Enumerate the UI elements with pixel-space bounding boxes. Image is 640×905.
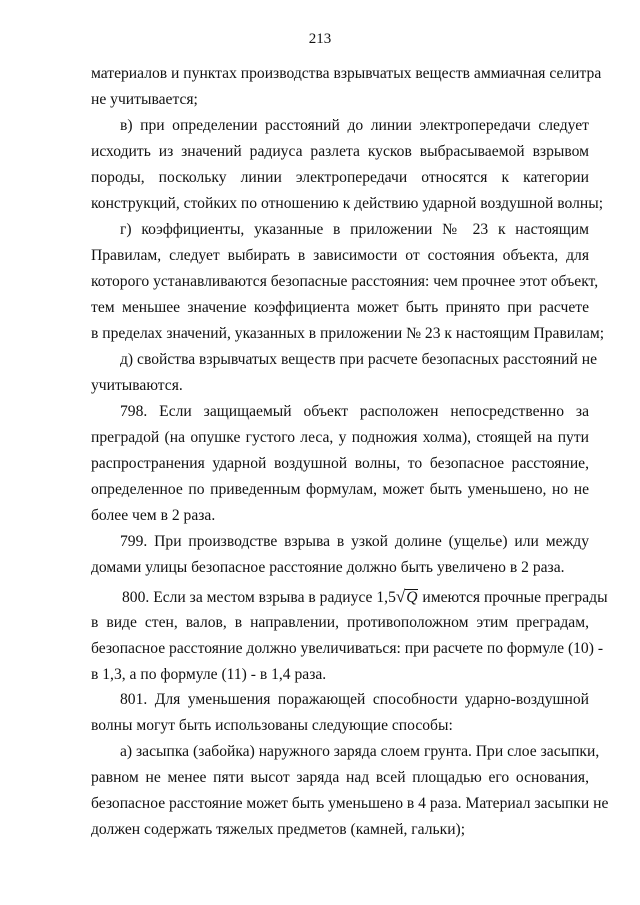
text-line: исходить из значений радиуса разлета кусков выбрасываемой взрывом [91, 143, 589, 160]
text-line: конструкций, стойких по отношению к действию ударной воздушной волны; [91, 195, 604, 212]
text-line: распространения ударной воздушной волны, то безопасное расстояние, [91, 455, 589, 472]
page-number: 213 [308, 31, 332, 47]
text-line: материалов и пунктах производства взрывчатых веществ аммиачная селитра [91, 65, 602, 82]
formula-variable: Q [406, 589, 418, 606]
text-line: безопасное расстояние может быть уменьшено в 4 раза. Материал засыпки не [91, 795, 609, 812]
text-line: породы, поскольку линии электропередачи относятся к категории [91, 169, 589, 186]
text-line: которого устанавливаются безопасные расстояния: чем прочнее этот объект, [91, 273, 599, 290]
text-line: г) коэффициенты, указанные в приложении № 23 к настоящим [120, 221, 589, 238]
text-line: 801. Для уменьшения поражающей способности ударно-воздушной [120, 691, 589, 708]
text-line: преградой (на опушке густого леса, у подножия холма), стоящей на пути [91, 429, 589, 446]
text-line-with-formula [122, 587, 608, 608]
text-line: Правилам, следует выбирать в зависимости от состояния объекта, для [91, 247, 589, 264]
text-line: не учитывается; [91, 91, 198, 108]
text-segment: 800. Если за местом взрыва в радиусе 1,5 [122, 589, 396, 606]
text-segment: имеются прочные преграды [418, 589, 608, 606]
text-line: в) при определении расстояний до линии электропередачи следует [120, 117, 589, 134]
text-line: в пределах значений, указанных в приложении № 23 к настоящим Правилам; [91, 325, 605, 342]
text-line: волны могут быть использованы следующие способы: [91, 717, 453, 734]
text-line: в виде стен, валов, в направлении, противоположном этим преградам, [91, 614, 589, 631]
text-line: безопасное расстояние должно увеличиваться: при расчете по формуле (10) - [91, 640, 604, 657]
text-line: в 1,3, а по формуле (11) - в 1,4 раза. [91, 666, 327, 683]
text-line: домами улицы безопасное расстояние должно быть увеличено в 2 раза. [91, 559, 565, 576]
text-line: определенное по приведенным формулам, может быть уменьшено, но не [91, 481, 589, 498]
radical-sign: √ [395, 587, 406, 606]
text-line: более чем в 2 раза. [91, 507, 216, 524]
sqrt-formula [396, 587, 419, 608]
text-line: а) засыпка (забойка) наружного заряда слоем грунта. При слое засыпки, [120, 743, 600, 760]
text-line: д) свойства взрывчатых веществ при расчете безопасных расстояний не [120, 351, 598, 368]
text-line: учитываются. [91, 377, 183, 394]
text-line: 799. При производстве взрыва в узкой долине (ущелье) или между [120, 533, 589, 550]
text-line: должен содержать тяжелых предметов (камней, гальки); [91, 821, 466, 838]
text-line: равном не менее пяти высот заряда над всей площадью его основания, [91, 769, 589, 786]
text-line: тем меньшее значение коэффициента может быть принято при расчете [91, 299, 589, 316]
text-line: 798. Если защищаемый объект расположен непосредственно за [120, 403, 589, 420]
